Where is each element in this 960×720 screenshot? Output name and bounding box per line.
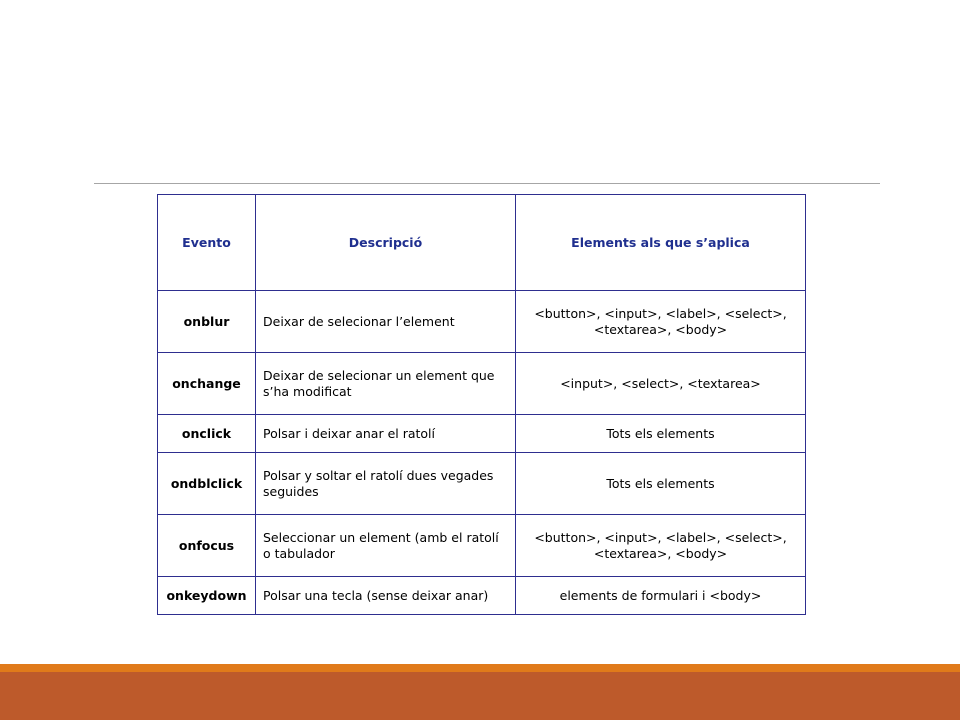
description-cell: Polsar i deixar anar el ratolí	[256, 415, 516, 453]
event-cell: onfocus	[158, 515, 256, 577]
elements-cell: Tots els elements	[516, 453, 806, 515]
table-row	[158, 415, 806, 453]
table-row	[158, 291, 806, 353]
event-cell: onblur	[158, 291, 256, 353]
elements-cell: <button>, <input>, <label>, <select>, <textarea>, <body>	[516, 291, 806, 353]
footer-band	[0, 672, 960, 720]
elements-cell: <button>, <input>, <label>, <select>, <textarea>, <body>	[516, 515, 806, 577]
header-elements: Elements als que s’aplica	[516, 195, 806, 291]
elements-cell: <input>, <select>, <textarea>	[516, 353, 806, 415]
table-row	[158, 453, 806, 515]
event-cell: onchange	[158, 353, 256, 415]
event-cell: ondblclick	[158, 453, 256, 515]
description-cell: Polsar y soltar el ratolí dues vegades seguides	[256, 453, 516, 515]
table-header-row	[158, 195, 806, 291]
table-row	[158, 577, 806, 615]
elements-cell: Tots els elements	[516, 415, 806, 453]
footer-accent-stripe	[0, 664, 960, 672]
events-table	[157, 194, 806, 615]
event-cell: onkeydown	[158, 577, 256, 615]
description-cell: Seleccionar un element (amb el ratolí o tabulador	[256, 515, 516, 577]
title-divider	[94, 183, 880, 184]
header-event: Evento	[158, 195, 256, 291]
table-row	[158, 515, 806, 577]
header-description: Descripció	[256, 195, 516, 291]
table-row	[158, 353, 806, 415]
description-cell: Polsar una tecla (sense deixar anar)	[256, 577, 516, 615]
description-cell: Deixar de selecionar un element que s’ha modificat	[256, 353, 516, 415]
event-cell: onclick	[158, 415, 256, 453]
elements-cell: elements de formulari i <body>	[516, 577, 806, 615]
description-cell: Deixar de selecionar l’element	[256, 291, 516, 353]
